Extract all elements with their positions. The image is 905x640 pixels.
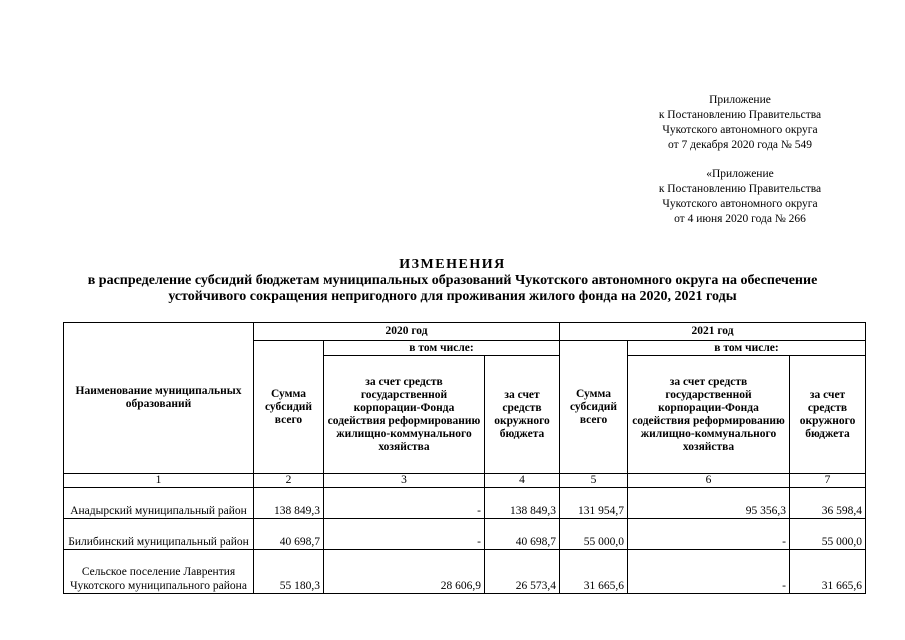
fund-2021-value: - bbox=[628, 550, 790, 594]
title-main: ИЗМЕНЕНИЯ bbox=[399, 257, 506, 272]
year-2020-header: 2020 год bbox=[254, 323, 560, 341]
total-2020-value: 55 180,3 bbox=[254, 550, 324, 594]
column-number: 2 bbox=[254, 474, 324, 488]
column-number: 4 bbox=[485, 474, 560, 488]
fund-2021-value: - bbox=[628, 519, 790, 550]
appendix-line: к Постановлению Правительства bbox=[658, 183, 822, 195]
title-line: в распределение субсидий бюджетам муниципальных образований Чукотского автономного округа на обеспечение bbox=[87, 273, 818, 288]
appendix-line: Чукотского автономного округа bbox=[662, 124, 818, 136]
total-2020-header: Сумма субсидий всего bbox=[254, 341, 324, 474]
fund-2020-value: - bbox=[324, 488, 485, 519]
total-2020-value: 40 698,7 bbox=[254, 519, 324, 550]
header-row-years bbox=[64, 323, 866, 341]
table-row bbox=[64, 519, 866, 550]
appendix-line: «Приложение bbox=[706, 168, 774, 180]
district-2021-header: за счет средств окружного бюджета bbox=[790, 356, 866, 474]
column-number: 7 bbox=[790, 474, 866, 488]
district-2020-value: 26 573,4 bbox=[485, 550, 560, 594]
municipality-name: Сельское поселение Лаврентия Чукотского муниципального района bbox=[64, 550, 254, 594]
name-column-header: Наименование муниципальных образований bbox=[64, 323, 254, 474]
appendix-reference-current bbox=[630, 93, 850, 153]
title-line: устойчивого сокращения непригодного для проживания жилого фонда на 2020, 2021 годы bbox=[168, 289, 737, 304]
municipality-name: Билибинский муниципальный район bbox=[64, 519, 254, 550]
total-2021-value: 131 954,7 bbox=[560, 488, 628, 519]
district-2021-value: 55 000,0 bbox=[790, 519, 866, 550]
fund-2020-value: - bbox=[324, 519, 485, 550]
district-2021-value: 36 598,4 bbox=[790, 488, 866, 519]
appendix-line: Приложение bbox=[709, 94, 771, 106]
table-row bbox=[64, 488, 866, 519]
district-2020-header: за счет средств окружного бюджета bbox=[485, 356, 560, 474]
fund-2021-value: 95 356,3 bbox=[628, 488, 790, 519]
column-number: 6 bbox=[628, 474, 790, 488]
appendix-line: Чукотского автономного округа bbox=[662, 198, 818, 210]
total-2021-value: 55 000,0 bbox=[560, 519, 628, 550]
fund-2020-header: за счет средств государственной корпорации-Фонда содействия реформированию жилищно-коммунального хозяйства bbox=[324, 356, 485, 474]
total-2021-value: 31 665,6 bbox=[560, 550, 628, 594]
total-2020-value: 138 849,3 bbox=[254, 488, 324, 519]
appendix-line: к Постановлению Правительства bbox=[658, 109, 822, 121]
fund-2020-value: 28 606,9 bbox=[324, 550, 485, 594]
fund-2021-header: за счет средств государственной корпорации-Фонда содействия реформированию жилищно-коммунального хозяйства bbox=[628, 356, 790, 474]
subsidy-table bbox=[63, 322, 866, 594]
including-2020-header: в том числе: bbox=[324, 341, 560, 356]
appendix-line: от 7 декабря 2020 года № 549 bbox=[667, 139, 812, 151]
table-row bbox=[64, 550, 866, 594]
including-2021-header: в том числе: bbox=[628, 341, 866, 356]
total-2021-header: Сумма субсидий всего bbox=[560, 341, 628, 474]
document-title bbox=[0, 257, 905, 305]
appendix-reference-amended bbox=[630, 167, 850, 227]
column-number: 5 bbox=[560, 474, 628, 488]
column-number: 1 bbox=[64, 474, 254, 488]
municipality-name: Анадырский муниципальный район bbox=[64, 488, 254, 519]
district-2020-value: 40 698,7 bbox=[485, 519, 560, 550]
district-2021-value: 31 665,6 bbox=[790, 550, 866, 594]
column-number: 3 bbox=[324, 474, 485, 488]
appendix-line: от 4 июня 2020 года № 266 bbox=[674, 213, 806, 225]
year-2021-header: 2021 год bbox=[560, 323, 866, 341]
district-2020-value: 138 849,3 bbox=[485, 488, 560, 519]
column-number-row bbox=[64, 474, 866, 488]
